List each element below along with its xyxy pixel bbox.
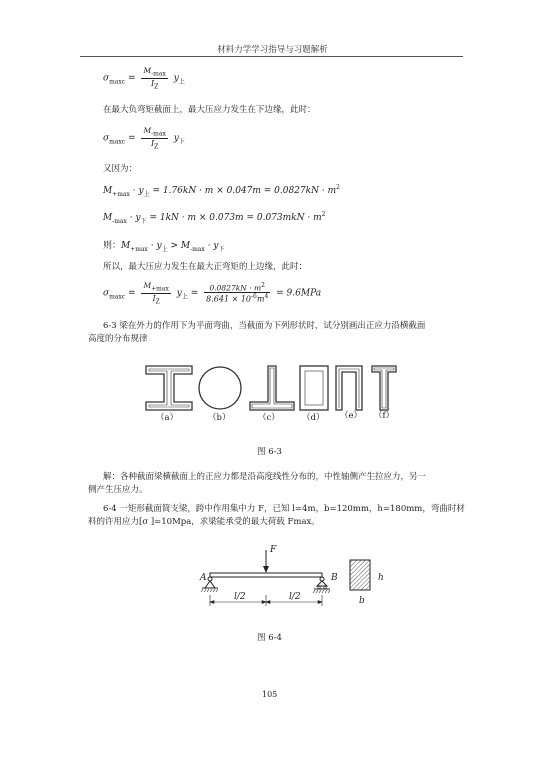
- figure-6-4-beam-diagram: [190, 540, 390, 620]
- running-header: 材料力学学习指导与习题解析: [217, 45, 328, 55]
- figure-6-3-caption: 图 6-3: [257, 447, 282, 457]
- figure-label-d: （d）: [302, 413, 325, 423]
- section-height-label: h: [378, 573, 384, 583]
- equation-5: 则：$M_{+max} \cdot y_上 > M_{-max} \cdot y_下$: [103, 241, 225, 253]
- paragraph-3: 所以，最大压应力发生在最大正弯矩的上边缘，此时：: [103, 262, 308, 272]
- equation-6: $\sigma_{maxc}$ = $\frac{M_{+max}}{I_Z}$ $y_上$ = $\frac{0.0827kN \cdot m^2}{8.641 \times 10^{-6}m^4}$ = 9.6MPa: [103, 281, 322, 306]
- dimension-label-right-half: l/2: [289, 592, 301, 602]
- paragraph-2: 又因为：: [103, 164, 138, 174]
- circle-section: [199, 367, 241, 409]
- support-b: [313, 577, 330, 593]
- section-width-label: b: [359, 596, 365, 606]
- solution-6-3-line-2: 侧产生压应力。: [88, 485, 148, 495]
- figure-6-4-caption: 图 6-4: [257, 633, 282, 643]
- inverted-t-section: [250, 366, 294, 410]
- figure-label-e: （e）: [340, 411, 363, 421]
- equation-2: $\sigma_{maxc}$ = $\frac{M_{-max}}{I_Z}$ $y_下$: [103, 126, 185, 151]
- equation-1: $\sigma_{maxc}$ = $\frac{M_{-max}}{I_Z}$ $y_上$: [103, 66, 185, 91]
- figure-label-c: （c）: [258, 413, 280, 423]
- support-label-b: B: [331, 573, 338, 583]
- problem-6-3-line-2: 高度的分布规律: [88, 334, 148, 344]
- problem-6-3-line-1: 6-3 梁在外力的作用下为平面弯曲，当截面为下列形状时，试分别画出正应力沿横截面: [103, 321, 426, 331]
- rectangular-cross-section: [350, 560, 370, 590]
- box-section: [300, 366, 328, 410]
- solution-6-3-line-1: 解：各种截面梁横截面上的正应力都是沿高度线性分布的，中性轴侧产生拉应力，另一: [103, 472, 427, 482]
- t-beam-section: [372, 366, 396, 410]
- i-beam-section: [146, 366, 192, 410]
- inverted-u-section: [336, 366, 362, 410]
- figure-label-f: （f）: [374, 411, 395, 421]
- load-label-f: F: [270, 545, 277, 555]
- beam: [210, 573, 322, 577]
- span-dimension: [210, 595, 322, 606]
- figure-label-b: （b）: [208, 413, 231, 423]
- page-number: 105: [262, 690, 278, 699]
- problem-6-4-line-2: 料的许用应力[σ ]=10Mpa，求梁能承受的最大荷载 Fmax。: [88, 517, 320, 527]
- problem-6-4-line-1: 6-4 一矩形截面简支梁，跨中作用集中力 F，已知 l=4m，b=120mm，h=180mm，弯曲时材: [103, 504, 465, 514]
- figure-label-a: （a）: [156, 413, 179, 423]
- header-rule: [80, 56, 463, 57]
- paragraph-1: 在最大负弯矩截面上，最大压应力发生在下边缘，此时：: [103, 105, 316, 115]
- equation-3: $M_{+max} \cdot y_上 = 1.76kN \cdot m \times 0.047m = 0.0827kN \cdot m^2$: [103, 184, 340, 198]
- dimension-label-left-half: l/2: [234, 592, 246, 602]
- support-label-a: A: [200, 573, 207, 583]
- equation-4: $M_{-max} \cdot y_下 = 1kN \cdot m \times 0.073m = 0.073mkN \cdot m^2$: [103, 211, 326, 225]
